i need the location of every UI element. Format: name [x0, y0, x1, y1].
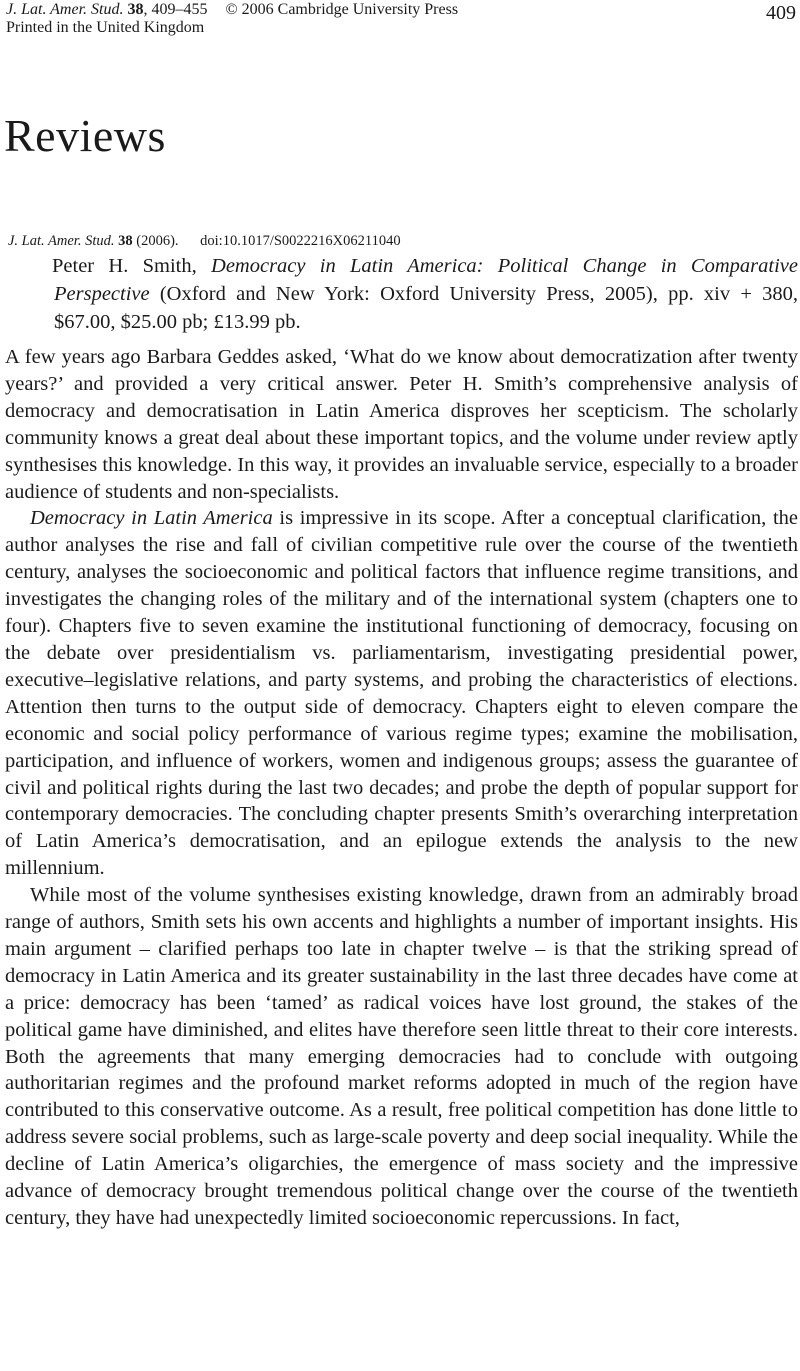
running-head-pages: , 409–455: [143, 1, 208, 18]
section-title: Reviews: [4, 110, 166, 161]
paragraph-3: While most of the volume synthesises existing knowledge, drawn from an admirably broad range of authors, Smith sets his own accents and highlights a number of important insights. His main argument – clarified perhaps too late in chapter twelve – is that the striking spread of democracy in Latin America and its greater sustainability in the last three decades have come at a price: democracy has been ‘tamed’ as radical voices have lost ground, the stakes of the political game have diminished, and elites have therefore seen little threat to their core interests. Both the agreements that many emerging democracies had to conclude with outgoing authoritarian regimes and the profound market reforms adopted in much of the region have contributed to this conservative outcome. As a result, free political competition has done little to address severe social problems, such as large-scale poverty and deep social inequality. While the decline of Latin America’s oligarchies, the emergence of mass society and the impressive advance of democracy brought tremendous political change over the course of the twentieth century, they have had unexpectedly limited socioeconomic repercussions. In fact,: [5, 884, 798, 1229]
paragraph-2: [5, 505, 798, 882]
book-title: Democracy in Latin America: Political Change in Comparative Perspective: [54, 255, 798, 305]
paragraph-2-title: Democracy in Latin America: [30, 507, 273, 530]
citation-journal: J. Lat. Amer. Stud.: [8, 233, 115, 249]
review-citation: [8, 232, 401, 250]
citation-year: (2006).: [136, 233, 179, 249]
book-author: Peter H. Smith,: [52, 255, 212, 277]
book-reference: [54, 252, 798, 336]
citation-doi: doi:10.1017/S0022216X06211040: [200, 233, 401, 249]
paragraph-1: A few years ago Barbara Geddes asked, ‘What do we know about democratization after twenty years?’ and provided a very critical answer. Peter H. Smith’s comprehensive analysis of democracy and democratisation in Latin America disproves her scepticism. The scholarly community knows a great deal about these important topics, and the volume under review aptly synthesises this knowledge. In this way, it provides an invaluable service, especially to a broader audience of students and non-specialists.: [5, 346, 798, 503]
running-head: [6, 0, 796, 20]
review-body: [5, 344, 798, 1232]
running-head-journal: J. Lat. Amer. Stud.: [6, 1, 124, 18]
citation-volume: 38: [118, 233, 133, 249]
running-head-copyright: © 2006 Cambridge University Press: [225, 1, 459, 18]
printed-in: Printed in the United Kingdom: [6, 19, 205, 36]
book-publication: (Oxford and New York: Oxford University Press, 2005), pp. xiv + 380, $67.00, $25.00 pb; £13.99 pb.: [54, 283, 798, 333]
paragraph-2-text: is impressive in its scope. After a conceptual clarification, the author analyses the rise and fall of civilian competitive rule over the course of the twentieth century, analyses the socioeconomic and political factors that influence regime transitions, and investigates the changing roles of the military and of the international system (chapters one to four). Chapters five to seven examine the institutional functioning of democracy, focusing on the debate over presidentialism vs. parliamentarism, investigating presidential power, executive–legislative relations, and party systems, and probing the characteristics of elections. Attention then turns to the output side of democracy. Chapters eight to eleven compare the economic and social policy performance of various regime types; examine the mobilisation, participation, and influence of workers, women and indigenous groups; assess the guarantee of civil and political rights during the last two decades; and probe the depth of popular support for contemporary democracies. The concluding chapter presents Smith’s overarching interpretation of Latin America’s democratisation, and an epilogue extends the analysis to the new millennium.: [5, 507, 798, 880]
page-number: 409: [766, 2, 796, 24]
running-head-volume: 38: [127, 1, 144, 18]
